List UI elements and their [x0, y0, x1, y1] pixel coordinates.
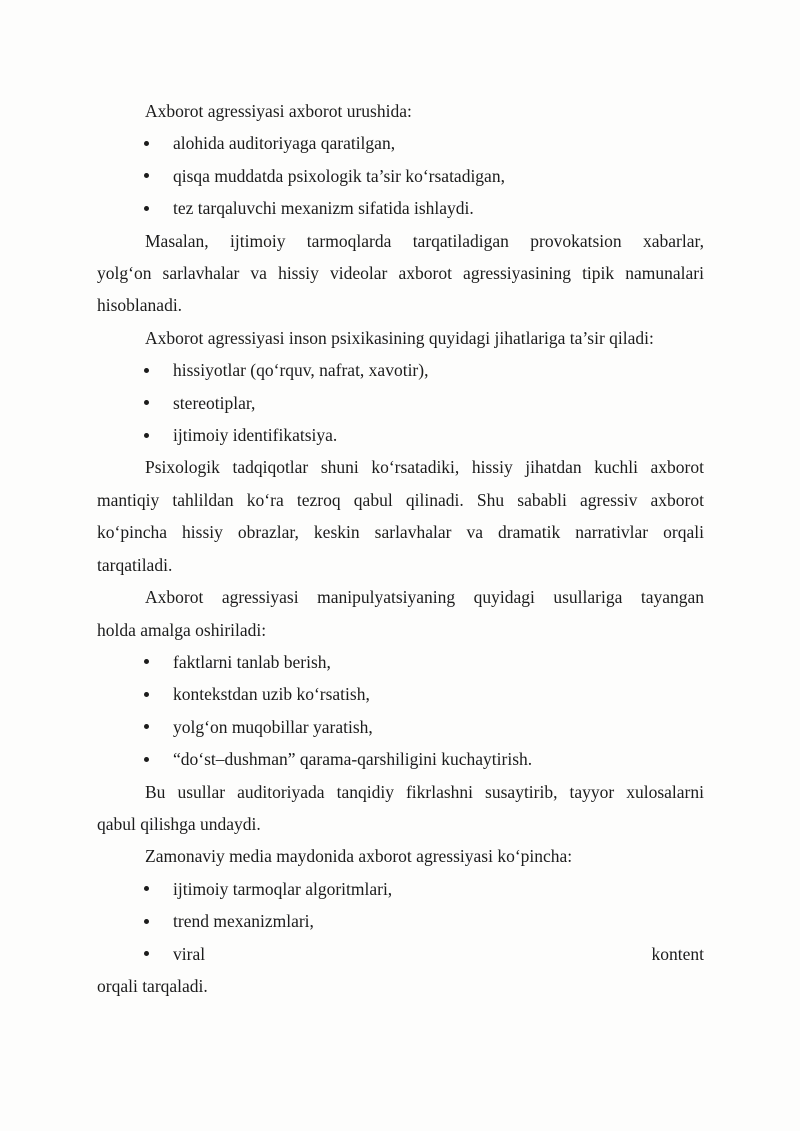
- bullet-item: [97, 905, 704, 937]
- bullet-marker-icon: [144, 692, 149, 697]
- bullet-text: ijtimoiy identifikatsiya.: [173, 425, 338, 446]
- bullet-marker-icon: [144, 368, 149, 373]
- bullet-marker-icon: [144, 919, 149, 924]
- bullet-text: yolg‘on muqobillar yaratish,: [173, 716, 373, 737]
- paragraph-line: tarqatiladi.: [97, 554, 173, 575]
- paragraph-manipulation-intro: [97, 581, 704, 646]
- bullet-item: [97, 938, 704, 970]
- bullet-marker-icon: [144, 400, 149, 405]
- paragraph-intro: [97, 95, 704, 127]
- bullet-item: [97, 354, 704, 386]
- bullet-text: kontekstdan uzib ko‘rsatish,: [173, 684, 370, 705]
- bullet-item: [97, 743, 704, 775]
- bullet-marker-icon: [144, 206, 149, 211]
- paragraph-line: Masalan, ijtimoiy tarmoqlarda tarqatiladigan provokatsion xabarlar,: [145, 230, 704, 251]
- bullet-text: alohida auditoriyaga qaratilgan,: [173, 133, 396, 154]
- bullet-text: hissiyotlar (qo‘rquv, nafrat, xavotir),: [173, 360, 429, 381]
- bullet-marker-icon: [144, 886, 149, 891]
- bullet-item: [97, 419, 704, 451]
- paragraph-continuation: [97, 970, 704, 1002]
- bullet-item: [97, 678, 704, 710]
- paragraph-methods-effect: [97, 776, 704, 841]
- bullet-text: trend mexanizmlari,: [173, 911, 314, 932]
- paragraph-line: hisoblanadi.: [97, 295, 183, 316]
- bullet-marker-icon: [144, 433, 149, 438]
- bullet-marker-icon: [144, 724, 149, 729]
- paragraph-line: Axborot agressiyasi inson psixikasining quyidagi jihatlariga ta’sir qiladi:: [145, 327, 654, 348]
- paragraph-line: Axborot agressiyasi manipulyatsiyaning quyidagi usullariga tayangan: [145, 587, 704, 608]
- bullet-item: [97, 127, 704, 159]
- bullet-text: “do‘st–dushman” qarama-qarshiligini kuchaytirish.: [173, 749, 533, 770]
- bullet-item: [97, 387, 704, 419]
- paragraph-line: holda amalga oshiriladi:: [97, 619, 267, 640]
- bullet-item: [97, 711, 704, 743]
- paragraph-line: mantiqiy tahlildan ko‘ra tezroq qabul qilinadi. Shu sababli agressiv axborot: [97, 489, 704, 510]
- bullet-marker-icon: [144, 951, 149, 956]
- bullet-text: qisqa muddatda psixologik ta’sir ko‘rsatadigan,: [173, 165, 505, 186]
- bullet-item: [97, 646, 704, 678]
- paragraph-line: ko‘pincha hissiy obrazlar, keskin sarlavhalar va dramatik narrativlar orqali: [97, 522, 704, 543]
- bullet-marker-icon: [144, 173, 149, 178]
- paragraph-line: yolg‘on sarlavhalar va hissiy videolar axborot agressiyasining tipik namunalari: [97, 263, 704, 284]
- paragraph-example: [97, 225, 704, 322]
- paragraph-research: [97, 451, 704, 581]
- paragraph-line: qabul qilishga undaydi.: [97, 813, 261, 834]
- document-content: [97, 95, 704, 1002]
- bullet-item: [97, 873, 704, 905]
- paragraph-line: orqali tarqaladi.: [97, 975, 208, 996]
- bullet-marker-icon: [144, 141, 149, 146]
- bullet-text: ijtimoiy tarmoqlar algoritmlari,: [173, 878, 393, 899]
- bullet-text: viral kontent: [173, 943, 704, 964]
- paragraph-psyche-intro: [97, 322, 704, 354]
- paragraph-line: Zamonaviy media maydonida axborot agressiyasi ko‘pincha:: [145, 846, 573, 867]
- bullet-marker-icon: [144, 659, 149, 664]
- paragraph-line: Psixologik tadqiqotlar shuni ko‘rsatadiki, hissiy jihatdan kuchli axborot: [145, 457, 704, 478]
- paragraph-line: Axborot agressiyasi axborot urushida:: [145, 101, 412, 121]
- paragraph-line: Bu usullar auditoriyada tanqidiy fikrlashni susaytirib, tayyor xulosalarni: [145, 781, 704, 802]
- bullet-item: [97, 160, 704, 192]
- paragraph-media-intro: [97, 840, 704, 872]
- bullet-text: stereotiplar,: [173, 392, 256, 413]
- bullet-item: [97, 192, 704, 224]
- bullet-text: tez tarqaluvchi mexanizm sifatida ishlaydi.: [173, 198, 474, 219]
- bullet-text: faktlarni tanlab berish,: [173, 651, 331, 672]
- bullet-marker-icon: [144, 757, 149, 762]
